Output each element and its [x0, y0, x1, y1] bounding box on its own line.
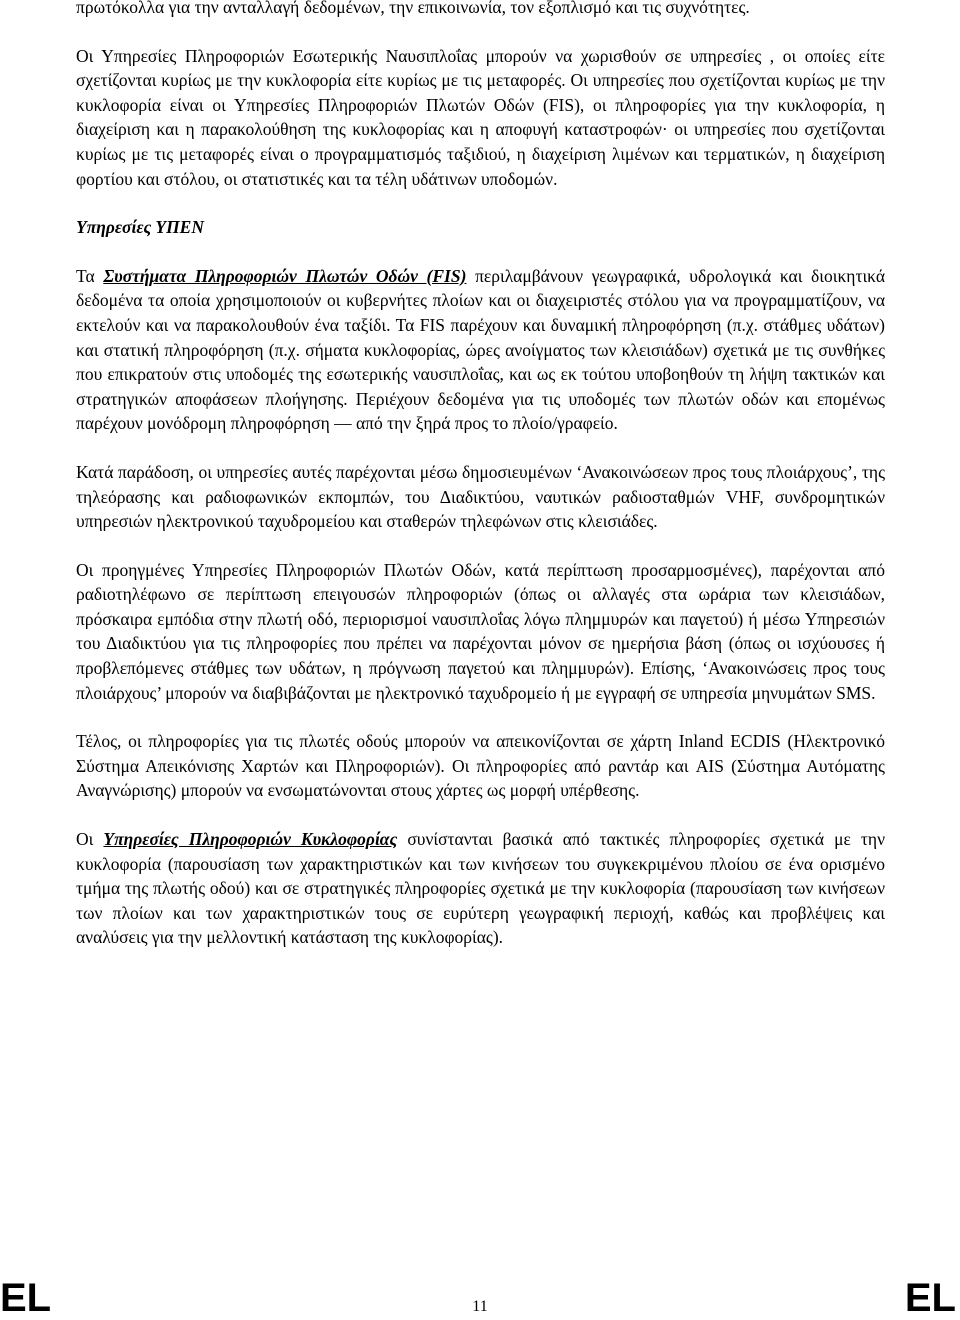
- fis-lead: Τα: [76, 265, 104, 286]
- traffic-term: Υπηρεσίες Πληροφοριών Κυκλοφορίας: [103, 829, 398, 850]
- paragraph-traffic-info: [76, 827, 885, 950]
- document-body: [76, 0, 885, 974]
- paragraph-advanced: Οι προηγμένες Υπηρεσίες Πληροφοριών Πλωτών Οδών, κατά περίπτωση προσαρμοσμένες), παρέχονται από ραδιοτηλέφωνο σε περίπτωση επειγουσών πληροφοριών (όπως οι αλλαγές στα ωράρια των κλεισιάδων, πρόσκαιρα εμπόδια στην πλωτή οδό, περιορισμοί ναυσιπλοΐας λόγω πλημμυρών και παγετού) ή μέσω Υπηρεσιών του Διαδικτύου για τις πληροφορίες που πρέπει να παρέχονται μόνον σε ημερήσια βάση (όπως οι ισχύουσες ή προβλεπόμενες στάθμες των υδάτων, η πρόγνωση παγετού και πλημμυρών). Επίσης, ‘Ανακοινώσεις προς τους πλοιάρχους’ μπορούν να διαβιβάζονται με ηλεκτρονικό ταχυδρομείο ή με εγγραφή σε υπηρεσία μηνυμάτων SMS.: [76, 559, 885, 703]
- page-number: 11: [472, 1298, 488, 1315]
- section-heading: Υπηρεσίες ΥΠΕΝ: [76, 217, 204, 238]
- footer-language-left: EL: [0, 1276, 52, 1320]
- traffic-text: συνίστανται βασικά από τακτικές πληροφορίες σχετικά με την κυκλοφορία (παρουσίαση των χαρακτηριστικών και των κινήσεων του συγκεκριμένου πλοίου σε ένα ορισμένο τμήμα της πλωτής οδού) και σε στρατηγικές πληροφορίες σχετικά με την κυκλοφορία (παρουσίαση των κινήσεων των πλοίων και των χαρακτηριστικών τους σε ευρύτερη γεωγραφική περιοχή, καθώς και προβλέψεις και αναλύσεις για την μελλοντική κατάσταση της κυκλοφορίας).: [76, 829, 885, 948]
- traffic-lead: Οι: [76, 829, 104, 850]
- fis-term: Συστήματα Πληροφοριών Πλωτών Οδών (FIS): [103, 265, 467, 286]
- paragraph-ecdis: Τέλος, οι πληροφορίες για τις πλωτές οδούς μπορούν να απεικονίζονται σε χάρτη Inland ECDIS (Ηλεκτρονικό Σύστημα Απεικόνισης Χαρτών και Πληροφοριών). Οι πληροφορίες από ραντάρ και AIS (Σύστημα Αυτόματης Αναγνώρισης) μπορούν να ενσωματώνονται στους χάρτες ως μορφή υπέρθεσης.: [76, 731, 885, 801]
- fis-text: περιλαμβάνουν γεωγραφικά, υδρολογικά και διοικητικά δεδομένα τα οποία χρησιμοποιούν οι κυβερνήτες πλοίων και οι διαχειριστές στόλου για να προγραμματίζουν, να εκτελούν και να παρακολουθούν ένα ταξίδι. Τα FIS παρέχουν και δυναμική πληροφόρηση (π.χ. στάθμες υδάτων) και στατική πληροφόρηση (π.χ. σήματα κυκλοφορίας, ώρες ανοίγματος των κλεισιάδων) σχετικά με τις συνθήκες που επικρατούν στις υποδομές της εσωτερικής ναυσιπλοΐας, και ως εκ τούτου υποβοηθούν τη λήψη τακτικών και στρατηγικών αποφάσεων πλοήγησης. Περιέχουν δεδομένα για τις υποδομές των πλωτών οδών και επομένως παρέχουν μονόδρομη πληροφόρηση — από την ξηρά προς το πλοίο/γραφείο.: [76, 265, 886, 434]
- paragraph-protocols: πρωτόκολλα για την ανταλλαγή δεδομένων, την επικοινωνία, τον εξοπλισμό και τις συχνότητες.: [76, 0, 750, 17]
- paragraph-service-types: Οι Υπηρεσίες Πληροφοριών Εσωτερικής Ναυσιπλοΐας μπορούν να χωρισθούν σε υπηρεσίες , οι οποίες είτε σχετίζονται κυρίως με την κυκλοφορία είτε κυρίως με τις μεταφορές. Οι υπηρεσίες που σχετίζονται κυρίως με την κυκλοφορία είναι οι Υπηρεσίες Πληροφοριών Πλωτών Οδών (FIS), οι πληροφορίες για την κυκλοφορία, η διαχείριση και η παρακολούθηση της κυκλοφορίας και η αποφυγή καταστροφών· οι υπηρεσίες που σχετίζονται κυρίως με τις μεταφορές είναι ο προγραμματισμός ταξιδιού, η διαχείριση λιμένων και τερματικών, η διαχείριση φορτίου και στόλου, οι στατιστικές και τα τέλη υδάτινων υποδομών.: [76, 45, 885, 189]
- paragraph-traditional: Κατά παράδοση, οι υπηρεσίες αυτές παρέχονται μέσω δημοσιευμένων ‘Ανακοινώσεων προς τους πλοιάρχους’, της τηλεόρασης και ραδιοφωνικών εκπομπών, του Διαδικτύου, ναυτικών ραδιοσταθμών VHF, συνδρομητικών υπηρεσιών ηλεκτρονικού ταχυδρομείου και σταθερών τηλεφώνων στις κλεισιάδες.: [76, 461, 885, 532]
- footer-language-right: EL: [904, 1276, 956, 1320]
- paragraph-fis: [76, 264, 885, 436]
